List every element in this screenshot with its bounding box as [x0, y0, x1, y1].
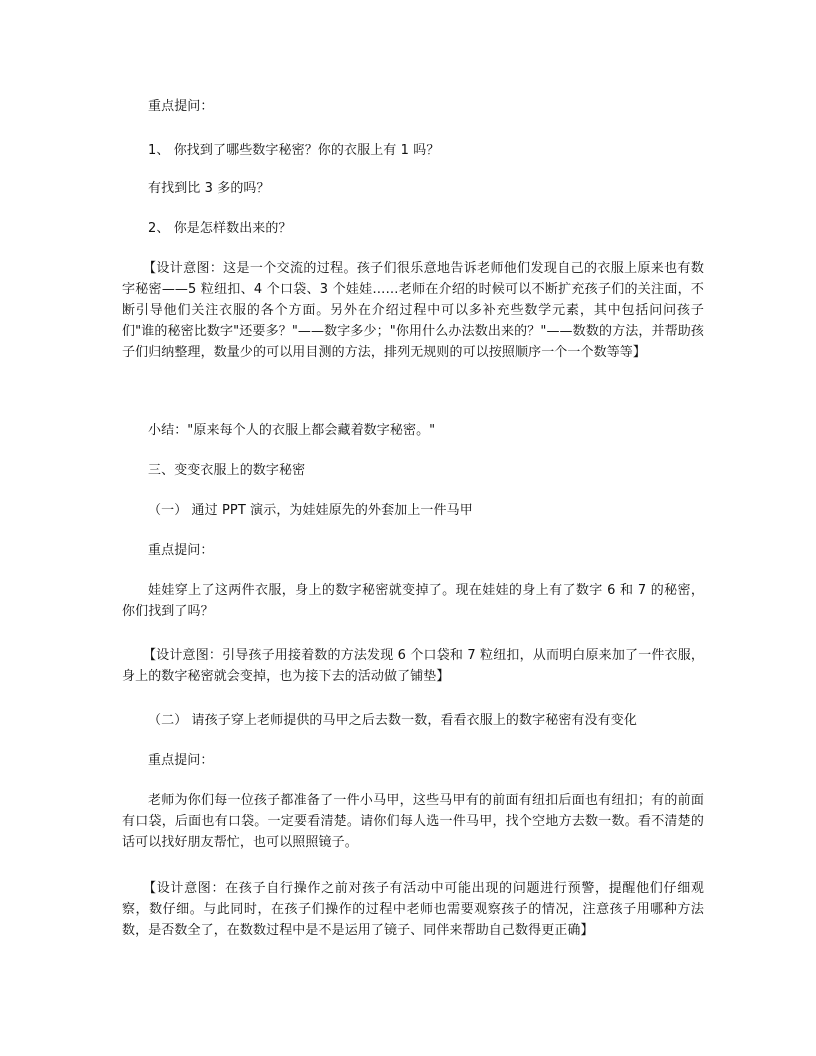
question-item: 2、 你是怎样数出来的？	[148, 221, 292, 236]
section-heading-key-questions: 重点提问：	[148, 99, 214, 114]
body-paragraph: 娃娃穿上了这两件衣服，身上的数字秘密就变掉了。现在娃娃的身上有了数字 6 和 7 的秘密，你们找到了吗？	[122, 583, 704, 619]
section-heading-key-questions: 重点提问：	[148, 753, 214, 768]
summary-paragraph: 小结："原来每个人的衣服上都会藏着数字秘密。"	[148, 423, 436, 438]
subsection-heading: （一） 通过 PPT 演示，为娃娃原先的外套加上一件马甲	[148, 503, 473, 518]
section-heading-key-questions: 重点提问：	[148, 543, 214, 558]
design-intent-paragraph: 【设计意图：引导孩子用接着数的方法发现 6 个口袋和 7 粒纽扣，从而明白原来加了一件衣服，身上的数字秘密就会变掉，也为接下去的活动做了铺垫】	[122, 648, 704, 684]
subsection-heading: （二） 请孩子穿上老师提供的马甲之后去数一数，看看衣服上的数字秘密有没有变化	[148, 713, 637, 728]
section-heading: 三、变变衣服上的数字秘密	[148, 463, 306, 478]
design-intent-paragraph: 【设计意图：这是一个交流的过程。孩子们很乐意地告诉老师他们发现自己的衣服上原来也有数字秘密——5 粒纽扣、4 个口袋、3 个娃娃……老师在介绍的时候可以不断扩充孩子们的关注面，不断引导他们关注衣服的各个方面。另外在介绍过程中可以多补充些数学元素，其中包括问问孩子们"谁的秘密比数字"还要多？"——数字多少；"你用什么办法数出来的？"——数数的方法，并帮助孩子们归纳整理，数量少的可以用目测的方法，排列无规则的可以按照顺序一个一个数等等】	[122, 261, 704, 360]
question-item: 1、 你找到了哪些数字秘密？你的衣服上有 1 吗？	[148, 143, 440, 158]
design-intent-paragraph: 【设计意图：在孩子自行操作之前对孩子有活动中可能出现的问题进行预警，提醒他们仔细观察，数仔细。与此同时，在孩子们操作的过程中老师也需要观察孩子的情况，注意孩子用哪种方法数，是否数全了，在数数过程中是不是运用了镜子、同伴来帮助自己数得更正确】	[122, 881, 704, 938]
question-followup: 有找到比 3 多的吗？	[148, 181, 270, 196]
body-paragraph: 老师为你们每一位孩子都准备了一件小马甲，这些马甲有的前面有纽扣后面也有纽扣；有的前面有口袋，后面也有口袋。一定要看清楚。请你们每人选一件马甲，找个空地方去数一数。看不清楚的话可以找好朋友帮忙，也可以照照镜子。	[122, 793, 704, 850]
